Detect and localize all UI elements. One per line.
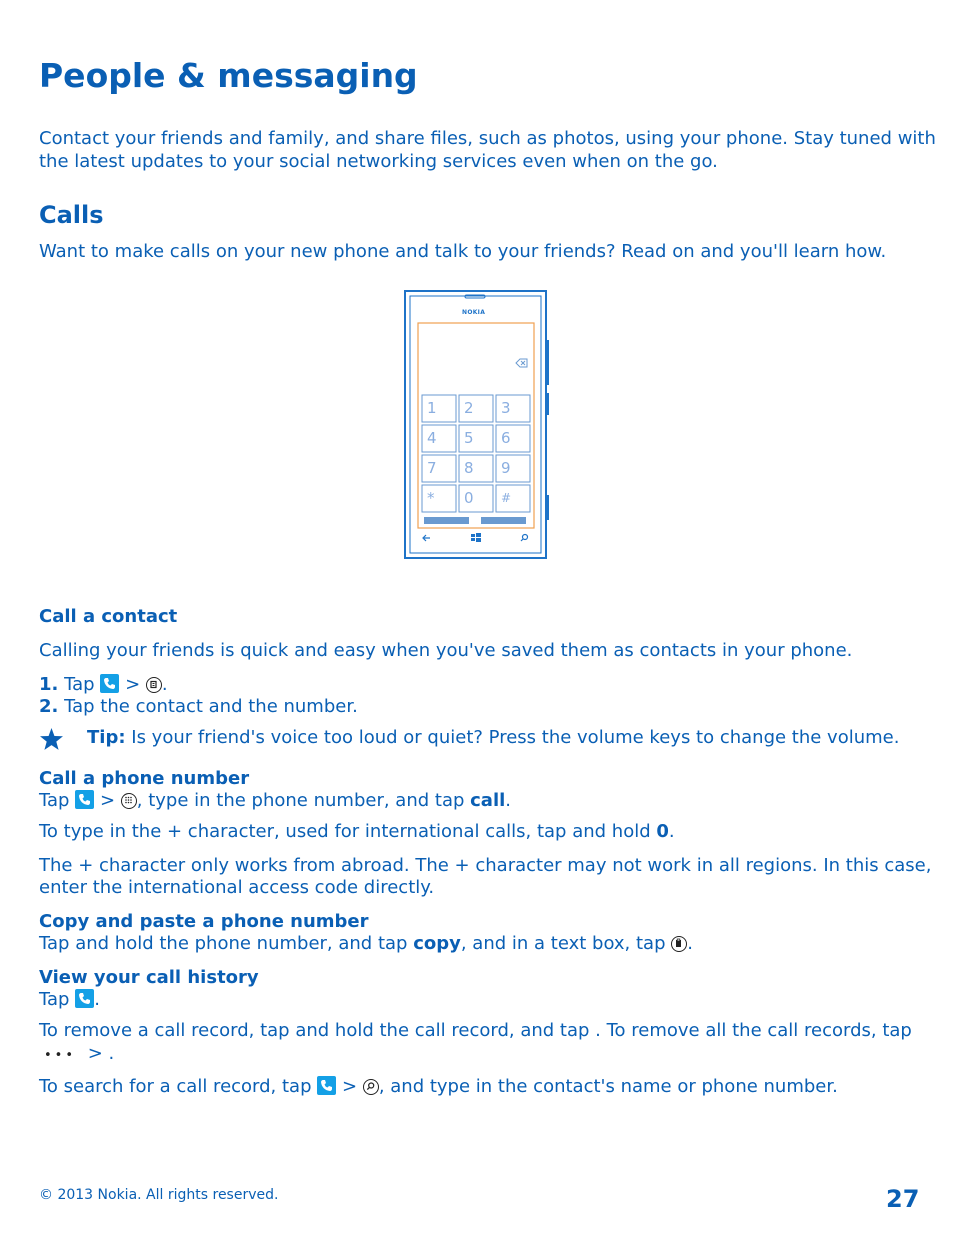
step-2-number: 2.	[39, 696, 59, 717]
history-separator: >	[341, 1076, 358, 1097]
history-search-end: , and type in the contact's name or phone number.	[378, 1076, 838, 1097]
history-end: .	[94, 989, 100, 1010]
calls-intro: Want to make calls on your new phone and talk to your friends? Read on and you'll learn how.	[39, 241, 887, 262]
paste-icon	[671, 936, 687, 952]
call-number-line-3: The + character only works from abroad. The + character may not work in all regions. In this case,	[39, 855, 932, 876]
step-2-text: Tap the contact and the number.	[64, 696, 358, 717]
tip	[87, 727, 899, 749]
search-icon	[363, 1079, 379, 1095]
tip-text: Is your friend's voice too loud or quiet? Press the volume keys to change the volume.	[131, 727, 900, 748]
phone-illustration	[404, 290, 550, 562]
keypad-key-5: 5	[464, 429, 474, 447]
keypad-key-6: 6	[501, 429, 511, 447]
history-line-2: To remove a call record, tap and hold the call record, and tap . To remove all the call records, tap	[39, 1020, 912, 1041]
plus-instructions: To type in the + character, used for international calls, tap and hold	[39, 821, 651, 842]
call-number-bold: call	[470, 790, 506, 811]
keypad-key-11: 0	[464, 489, 474, 507]
keypad-key-4: 4	[427, 429, 437, 447]
call-number-text: , type in the phone number, and tap	[136, 790, 465, 811]
phone-drawing	[404, 290, 550, 562]
step-1-end: .	[161, 674, 168, 695]
step-1	[39, 674, 168, 696]
star-icon	[39, 727, 64, 756]
voicemail-icon	[146, 677, 162, 693]
history-heading: View your call history	[39, 967, 259, 988]
intro-line-2: the latest updates to your social networking services even when on the go.	[39, 151, 718, 172]
call-number-line-1	[39, 790, 511, 812]
call-number-end: .	[505, 790, 512, 811]
history-line-4	[39, 1076, 838, 1098]
call-contact-intro: Calling your friends is quick and easy when you've saved them as contacts in your phone.	[39, 640, 853, 661]
call-number-line-4: enter the international access code directly.	[39, 877, 435, 898]
copy-paste-bold: copy	[413, 933, 461, 954]
phone-call-icon	[75, 989, 94, 1008]
keypad-key-8: 8	[464, 459, 474, 477]
keypad-key-12: #	[501, 491, 512, 505]
call-number-separator: >	[99, 790, 116, 811]
keypad-key-9: 9	[501, 459, 511, 477]
zero-key: 0	[656, 821, 669, 842]
call-contact-heading: Call a contact	[39, 606, 178, 627]
page-number: 27	[886, 1185, 920, 1213]
copyright: © 2013 Nokia. All rights reserved.	[39, 1187, 279, 1203]
copy-paste-heading: Copy and paste a phone number	[39, 911, 369, 932]
keypad-key-3: 3	[501, 399, 511, 417]
keypad-key-1: 1	[427, 399, 437, 417]
copy-paste-text-a: Tap and hold the phone number, and tap	[39, 933, 408, 954]
call-number-line-2	[39, 821, 675, 843]
history-line-1	[39, 989, 100, 1011]
tip-label: Tip:	[87, 727, 126, 748]
copy-paste-end: .	[687, 933, 693, 954]
more-dots-icon: •••	[44, 1048, 77, 1063]
phone-call-icon	[75, 790, 94, 809]
history-search-text: To search for a call record, tap	[39, 1076, 312, 1097]
history-line-3	[44, 1043, 114, 1067]
keypad-key-10: *	[427, 489, 435, 507]
step-1-separator: >	[125, 674, 141, 695]
dialpad-icon	[121, 793, 137, 809]
copy-paste-text-b: , and in a text box, tap	[460, 933, 666, 954]
phone-call-icon	[317, 1076, 336, 1095]
step-1-text: Tap	[64, 674, 95, 695]
calls-heading: Calls	[39, 201, 104, 229]
intro-line-1: Contact your friends and family, and share files, such as photos, using your phone. Stay tuned with	[39, 128, 936, 149]
plus-end: .	[668, 821, 675, 842]
call-number-heading: Call a phone number	[39, 768, 250, 789]
history-tap: Tap	[39, 989, 70, 1010]
copy-paste-line	[39, 933, 693, 955]
page-title: People & messaging	[39, 56, 418, 95]
phone-call-icon	[100, 674, 119, 693]
step-1-number: 1.	[39, 674, 59, 695]
keypad-key-2: 2	[464, 399, 474, 417]
keypad-key-7: 7	[427, 459, 437, 477]
call-number-tap: Tap	[39, 790, 70, 811]
phone-brand: NOKIA	[462, 309, 486, 316]
step-2	[39, 696, 358, 718]
history-remove-all-end: > .	[87, 1043, 115, 1064]
